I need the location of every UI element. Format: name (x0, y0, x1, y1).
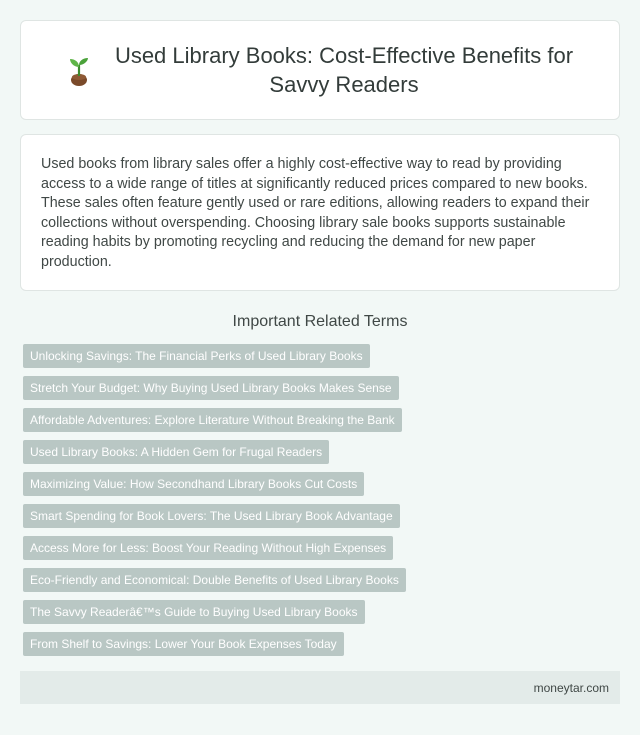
related-term-tag[interactable]: Smart Spending for Book Lovers: The Used Library Book Advantage (23, 504, 400, 528)
title-wrap (45, 41, 595, 99)
page-title: Used Library Books: Cost-Effective Benefits for Savvy Readers (114, 43, 574, 97)
related-term-tag[interactable]: Access More for Less: Boost Your Reading Without High Expenses (23, 536, 393, 560)
related-term-tag[interactable]: Used Library Books: A Hidden Gem for Frugal Readers (23, 440, 329, 464)
term-row (23, 600, 623, 632)
term-row (23, 504, 623, 536)
related-terms-list (23, 344, 623, 664)
title-card (20, 20, 620, 120)
related-term-tag[interactable]: Affordable Adventures: Explore Literature Without Breaking the Bank (23, 408, 402, 432)
term-row (23, 408, 623, 440)
term-row (23, 440, 623, 472)
term-row (23, 632, 623, 664)
related-terms-heading: Important Related Terms (232, 313, 408, 330)
term-row (23, 472, 623, 504)
related-term-tag[interactable]: Stretch Your Budget: Why Buying Used Library Books Makes Sense (23, 376, 399, 400)
related-term-tag[interactable]: The Savvy Readerâ€™s Guide to Buying Used Library Books (23, 600, 365, 624)
description-text: Used books from library sales offer a highly cost-effective way to read by providing access to a wide range of titles at significantly reduced prices compared to new books. These sales often feature gently used or rare editions, allowing readers to expand their collections without overspending. Choosing library sale books supports sustainable reading habits by promoting recycling and reducing the demand for new paper production. (41, 156, 590, 270)
term-row (23, 376, 623, 408)
sprout-icon (59, 50, 99, 90)
related-term-tag[interactable]: Maximizing Value: How Secondhand Library Books Cut Costs (23, 472, 364, 496)
term-row (23, 568, 623, 600)
footer-site-link[interactable]: moneytar.com (533, 680, 609, 695)
related-term-tag[interactable]: Unlocking Savings: The Financial Perks of Used Library Books (23, 344, 370, 368)
description-card (20, 134, 620, 291)
term-row (23, 344, 623, 376)
related-term-tag[interactable]: Eco-Friendly and Economical: Double Benefits of Used Library Books (23, 568, 406, 592)
related-term-tag[interactable]: From Shelf to Savings: Lower Your Book Expenses Today (23, 632, 344, 656)
footer-bar (20, 671, 620, 704)
term-row (23, 536, 623, 568)
